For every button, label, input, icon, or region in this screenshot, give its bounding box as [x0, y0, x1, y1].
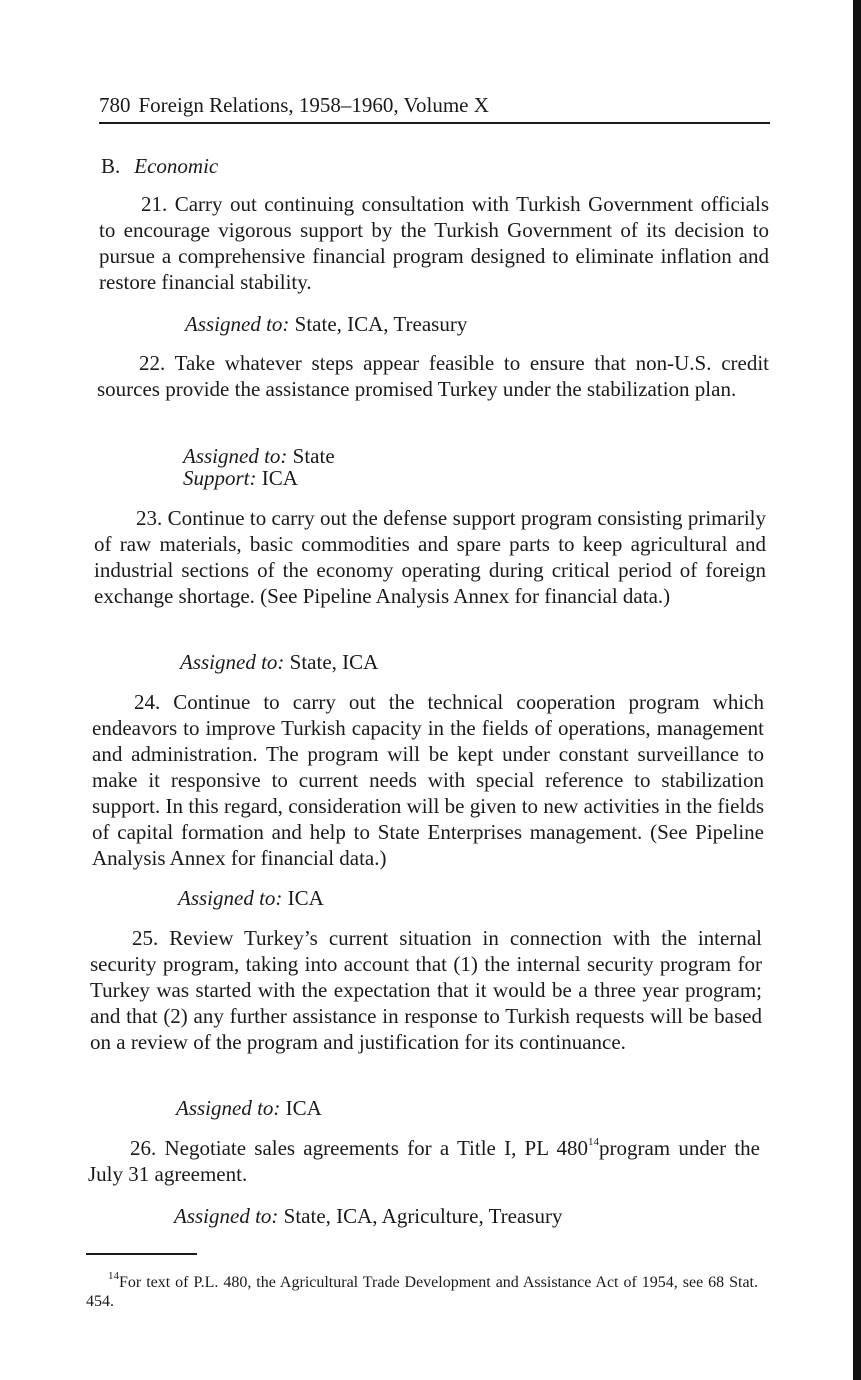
item-26-text-end: program under the July 31 agreement. [88, 1136, 760, 1186]
item-21-assignment [185, 313, 467, 335]
item-26-paragraph [88, 1135, 760, 1187]
support-label: Support: [183, 466, 257, 490]
item-25-paragraph: 25. Review Turkey’s current situation in connection with the internal security program, taking into account that (1) the internal security program for Turkey was started with the expectation that it would be a three year program; and that (2) any further assistance in response to Turkish requests will be based on a review of the program and justification for its continuance. [90, 926, 762, 1054]
assigned-value: State, ICA, Treasury [294, 312, 468, 336]
item-21-paragraph: 21. Carry out continuing consultation with Turkish Government officials to encourage vigorous support by the Turkish Government of its decision to pursue a comprehensive financial program designed to eliminate inflation and restore financial stability. [99, 192, 769, 294]
page-number: 780 [99, 93, 131, 117]
assigned-value: State, ICA, Agriculture, Treasury [283, 1204, 563, 1228]
item-22-support [183, 467, 298, 489]
assigned-value: State [292, 444, 335, 468]
assigned-label: Assigned to: [180, 650, 285, 674]
footnote [86, 1269, 758, 1311]
assigned-label: Assigned to: [178, 886, 283, 910]
section-title: Economic [134, 154, 219, 178]
page-header [99, 88, 770, 124]
item-23-assignment [180, 651, 378, 673]
item-26-text-start: 26. Negotiate sales agreements for a Title I, PL 480 [130, 1136, 588, 1160]
support-value: ICA [261, 466, 298, 490]
footnote-marker: 14 [108, 1269, 119, 1282]
item-23-paragraph: 23. Continue to carry out the defense support program consisting primarily of raw materials, basic commodities and spare parts to keep agricultural and industrial sections of the economy operating during critical period of foreign exchange shortage. (See Pipeline Analysis Annex for financial data.) [94, 506, 766, 608]
item-22-paragraph: 22. Take whatever steps appear feasible to ensure that non-U.S. credit sources provide the assistance promised Turkey under the stabilization plan. [97, 351, 769, 401]
assigned-label: Assigned to: [183, 444, 288, 468]
assigned-value: State, ICA [289, 650, 379, 674]
running-title: Foreign Relations, 1958–1960, Volume X [138, 93, 489, 117]
item-22-assignment [183, 445, 335, 467]
assigned-value: ICA [285, 1096, 322, 1120]
assigned-value: ICA [287, 886, 324, 910]
item-25-assignment [176, 1097, 322, 1119]
section-heading [101, 152, 218, 180]
item-26-assignment [174, 1205, 562, 1227]
assigned-label: Assigned to: [185, 312, 290, 336]
footnote-reference: 14 [587, 1136, 599, 1148]
footnote-text: For text of P.L. 480, the Agricultural Trade Development and Assistance Act of 1954, see 68 Stat. 454. [86, 1274, 758, 1310]
section-letter: B. [101, 154, 121, 178]
footnote-divider [86, 1253, 197, 1255]
item-24-assignment [178, 887, 324, 909]
assigned-label: Assigned to: [174, 1204, 279, 1228]
scan-edge-bar [853, 0, 861, 1380]
item-24-paragraph: 24. Continue to carry out the technical cooperation program which endeavors to improve Turkish capacity in the fields of operations, management and administration. The program will be kept under constant surveillance to make it responsive to current needs with special reference to stabilization support. In this regard, consideration will be given to new activities in the fields of capital formation and help to State Enterprises management. (See Pipeline Analysis Annex for financial data.) [92, 690, 764, 870]
assigned-label: Assigned to: [176, 1096, 281, 1120]
